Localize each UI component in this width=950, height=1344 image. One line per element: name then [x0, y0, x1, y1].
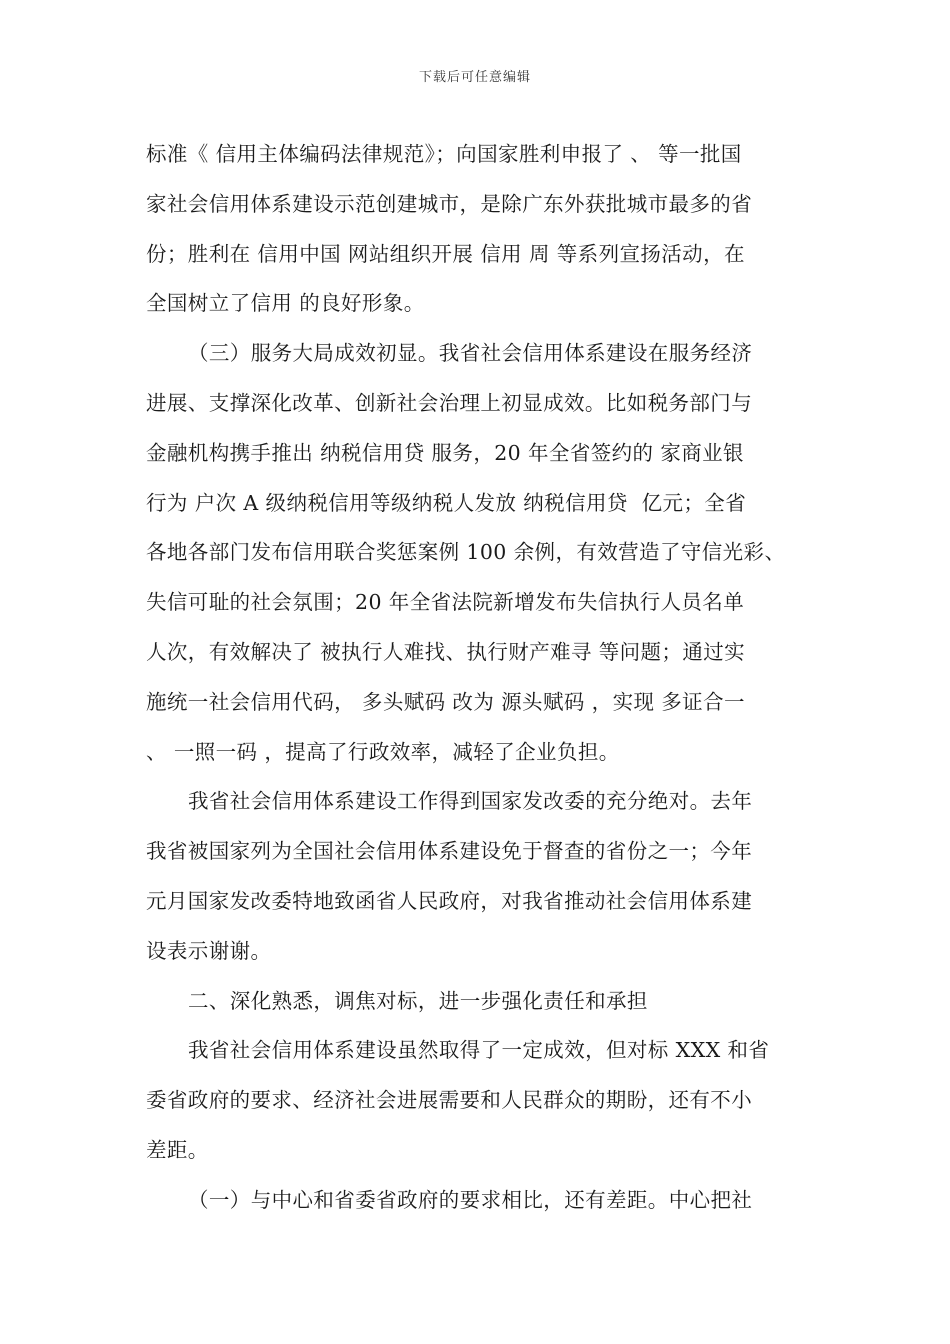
text-line: 标准《 信用主体编码法律规范》；向国家胜利申报了 、 等一批国	[146, 142, 742, 166]
text-line: 全国树立了信用 的良好形象。	[146, 291, 425, 316]
text-line: 行为 户次 A 级纳税信用等级纳税人发放 纳税信用贷 亿元；全省	[146, 490, 747, 515]
text-line: （三）服务大局成效初显。我省社会信用体系建设在服务经济	[188, 341, 753, 366]
page-header: 下载后可任意编辑	[418, 70, 531, 85]
section-heading: 二、深化熟悉，调焦对标，进一步强化责任和承担	[188, 988, 648, 1013]
text-line: 我省社会信用体系建设虽然取得了一定成效，但对标 XXX 和省	[188, 1038, 770, 1063]
text-line: 各地各部门发布信用联合奖惩案例 100 余例，有效营造了守信光彩、	[146, 540, 786, 565]
text-line: 份；胜利在 信用中国 网站组织开展 信用 周 等系列宣扬活动，在	[146, 241, 745, 266]
text-line: 金融机构携手推出 纳税信用贷 服务，20 年全省签约的 家商业银	[146, 440, 744, 465]
text-line: 我省社会信用体系建设工作得到国家发改委的充分绝对。去年	[188, 789, 753, 814]
text-line: 委省政府的要求、经济社会进展需要和人民群众的期盼，还有不小	[146, 1088, 753, 1113]
text-line: 差距。	[146, 1137, 209, 1162]
text-line: 进展、支撑深化改革、创新社会治理上初显成效。比如税务部门与	[146, 390, 753, 415]
text-line: 家社会信用体系建设示范创建城市，是除广东外获批城市最多的省	[146, 191, 753, 216]
text-line: 我省被国家列为全国社会信用体系建设免于督查的省份之一；今年	[146, 839, 753, 864]
text-line: 失信可耻的社会氛围；20 年全省法院新增发布失信执行人员名单	[146, 590, 745, 615]
text-line: （一）与中心和省委省政府的要求相比，还有差距。中心把社	[188, 1187, 753, 1212]
text-line: 设表示谢谢。	[146, 938, 272, 963]
text-line: 施统一社会信用代码， 多头赋码 改为 源头赋码 ，实现 多证合一	[146, 689, 745, 714]
text-line: 元月国家发改委特地致函省人民政府，对我省推动社会信用体系建	[146, 888, 753, 913]
document-body	[146, 130, 812, 1226]
text-line: 人次，有效解决了 被执行人难找、执行财产难寻 等问题；通过实	[146, 639, 746, 664]
text-line: 、 一照一码 ，提高了行政效率，减轻了企业负担。	[146, 739, 620, 764]
